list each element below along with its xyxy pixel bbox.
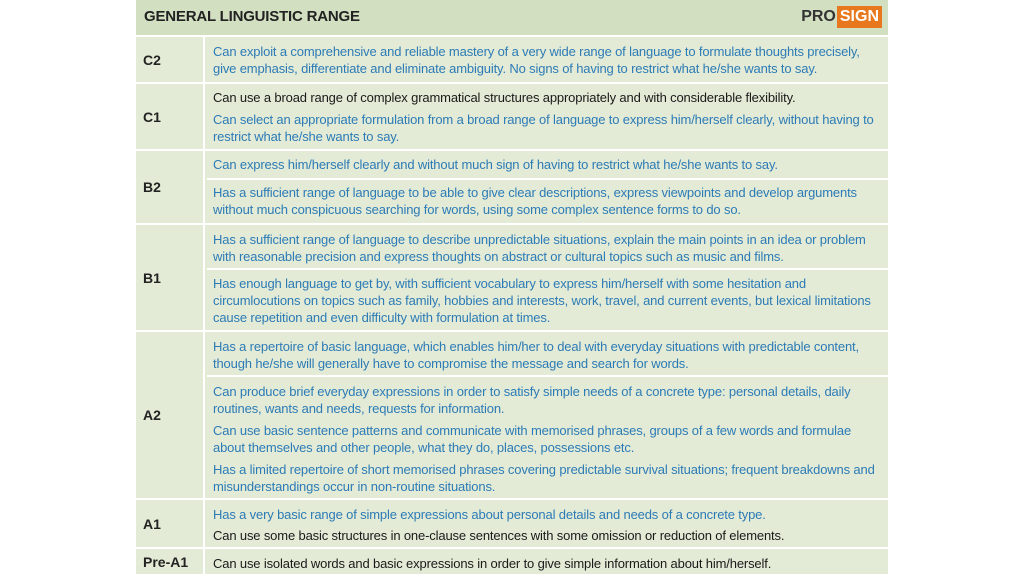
descriptor-divider — [207, 375, 888, 377]
logo-part-sign: SIGN — [837, 6, 882, 28]
descriptor-text: Can use isolated words and basic expressions in order to give simple information about him/herself. — [213, 556, 772, 571]
table-row-b2 — [136, 149, 888, 223]
table-row-c2 — [136, 35, 888, 82]
descriptor-text: Can exploit a comprehensive and reliable mastery of a very wide range of language to formulate thoughts precisely, give emphasis, differentiate and eliminate ambiguity. No signs of having to restrict what he/she wants to say. — [213, 44, 860, 76]
descriptor-divider — [207, 268, 888, 270]
table-row-a2 — [136, 330, 888, 498]
table-row-c1 — [136, 82, 888, 149]
descriptor-text: Can select an appropriate formulation from a broad range of language to express him/herself clearly, without having to restrict what he/she wants to say. — [213, 112, 874, 144]
descriptor-text: Can express him/herself clearly and without much sign of having to restrict what he/she wants to say. — [213, 157, 778, 172]
descriptor-text: Has a limited repertoire of short memorised phrases covering predictable survival situations; frequent breakdowns and misunderstandings occur in non-routine situations. — [213, 462, 875, 494]
table-row-a1 — [136, 498, 888, 547]
descriptor-text: Has a repertoire of basic language, which enables him/her to deal with everyday situations with predictable content, though he/she will generally have to compromise the message and search for words. — [213, 339, 859, 371]
descriptor-divider — [207, 178, 888, 180]
descriptor-text: Has a very basic range of simple expressions about personal details and needs of a concrete type. — [213, 507, 766, 522]
descriptor-text: Can use a broad range of complex grammatical structures appropriately and with considerable flexibility. — [213, 90, 796, 105]
page-title: GENERAL LINGUISTIC RANGE — [144, 8, 360, 25]
descriptor-text: Has a sufficient range of language to be able to give clear descriptions, express viewpoints and develop arguments without much conspicuous searching for words, using some complex sentence forms to do so. — [213, 185, 857, 217]
level-label: B2 — [136, 151, 205, 223]
descriptor-text: Can use basic sentence patterns and communicate with memorised phrases, groups of a few words and formulae about themselves and other people, what they do, places, possessions etc. — [213, 423, 852, 455]
linguistic-range-table — [136, 0, 888, 574]
level-label: B1 — [136, 225, 205, 330]
descriptor-text: Has a sufficient range of language to describe unpredictable situations, explain the main points in an idea or problem with reasonable precision and express thoughts on abstract or cultural topics such as music and films. — [213, 232, 866, 264]
table-header — [136, 0, 888, 35]
level-label: C1 — [136, 84, 205, 149]
prosign-logo — [801, 6, 882, 28]
level-label: Pre-A1 — [136, 549, 205, 574]
level-label: C2 — [136, 37, 205, 82]
table-row-b1 — [136, 223, 888, 330]
table-row-pre-a1 — [136, 547, 888, 574]
level-label: A1 — [136, 500, 205, 547]
descriptor-text: Can use some basic structures in one-clause sentences with some omission or reduction of elements. — [213, 528, 785, 543]
level-label: A2 — [136, 332, 205, 498]
descriptor-text: Can produce brief everyday expressions in order to satisfy simple needs of a concrete type: personal details, daily routines, wants and needs, requests for information. — [213, 384, 851, 416]
logo-part-pro: PRO — [801, 8, 836, 25]
descriptor-text: Has enough language to get by, with sufficient vocabulary to express him/herself with some hesitation and circumlocutions on topics such as family, hobbies and interests, work, travel, and current events, but lexical limitations cause repetition and even difficulty with formulation at times. — [213, 276, 871, 325]
